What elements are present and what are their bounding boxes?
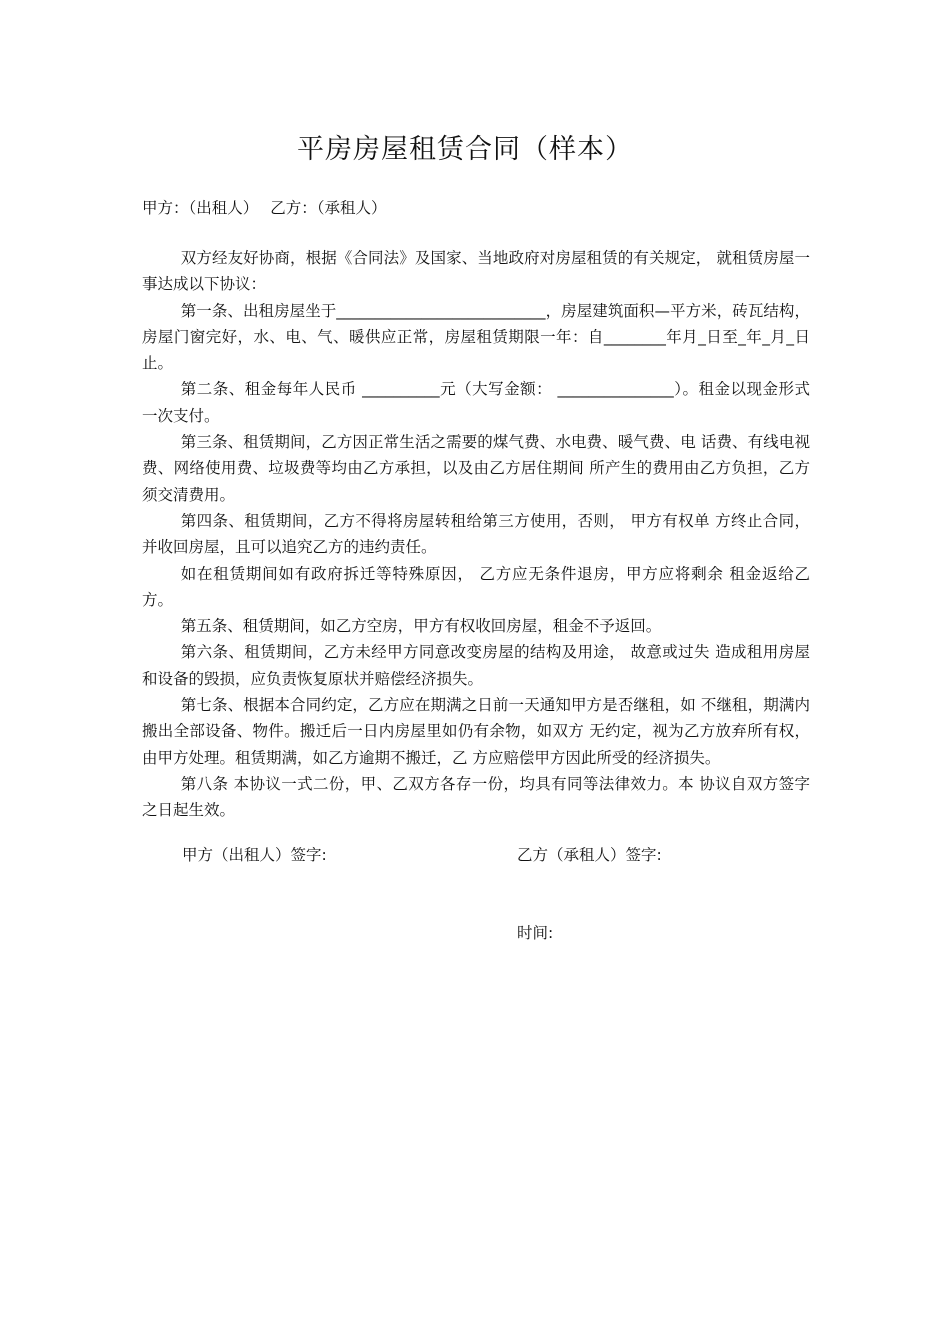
parties-line	[142, 196, 387, 218]
contract-body	[142, 245, 810, 824]
party-b-label: 乙方：（承租人）	[270, 199, 387, 217]
article-5-paragraph: 第五条、租赁期间，如乙方空房，甲方有权收回房屋，租金不予返回。	[180, 617, 662, 636]
party-b-signature-label: 乙方（承租人）签字:	[517, 846, 662, 864]
article-7-paragraph: 第七条、根据本合同约定，乙方应在期满之日前一天通知甲方是否继租，如 不继租，期满内搬出全部设备、物件。搬迁后一日内房屋里如仍有余物，如双方 无约定，视为乙方放弃所有权，由甲方处理。租赁期满，如乙方逾期不搬迁，乙 方应赔偿甲方因此所受的经济损失。	[142, 696, 810, 767]
article-4-paragraph: 第四条、租赁期间，乙方不得将房屋转租给第三方使用，否则， 甲方有权单 方终止合同，并收回房屋，且可以追究乙方的违约责任。	[142, 511, 810, 557]
article-3-paragraph: 第三条、租赁期间，乙方因正常生活之需要的煤气费、水电费、暖气费、电 话费、有线电视费、网络使用费、垃圾费等均由乙方承担，以及由乙方居住期间 所产生的费用由乙方负担，乙方须交清费用。	[142, 433, 810, 504]
date-label: 时间:	[517, 924, 554, 942]
article-1-paragraph: 第一条、出租房屋坐于___________________________，房屋建筑面积—平方米，砖瓦结构，房屋门窗完好，水、电、气、暖供应正常，房屋租赁期限一年：自________年月_日至_年_月_日止。	[142, 301, 810, 373]
article-6-paragraph: 第六条、租赁期间，乙方未经甲方同意改变房屋的结构及用途， 故意或过失 造成租用房屋和设备的毁损，应负责恢复原状并赔偿经济损失。	[142, 643, 810, 688]
article-2-paragraph: 第二条、租金每年人民币 __________元（大写金额： _______________）。租金以现金形式一次支付。	[142, 380, 810, 425]
party-a-label: 甲方：（出租人）	[142, 199, 259, 217]
article-8-paragraph: 第八条 本协议一式二份，甲、乙双方各存一份，均具有同等法律效力。本 协议自双方签字之日起生效。	[142, 774, 810, 820]
party-a-signature-label: 甲方（出租人）签字:	[182, 846, 327, 864]
document-title: 平房房屋租赁合同（样本）	[297, 134, 633, 165]
preamble-paragraph: 双方经友好协商，根据《合同法》及国家、当地政府对房屋租赁的有关规定， 就租赁房屋一事达成以下协议：	[142, 249, 810, 294]
demolition-paragraph: 如在租赁期间如有政府拆迁等特殊原因， 乙方应无条件退房，甲方应将剩余 租金返给乙方。	[142, 564, 810, 609]
